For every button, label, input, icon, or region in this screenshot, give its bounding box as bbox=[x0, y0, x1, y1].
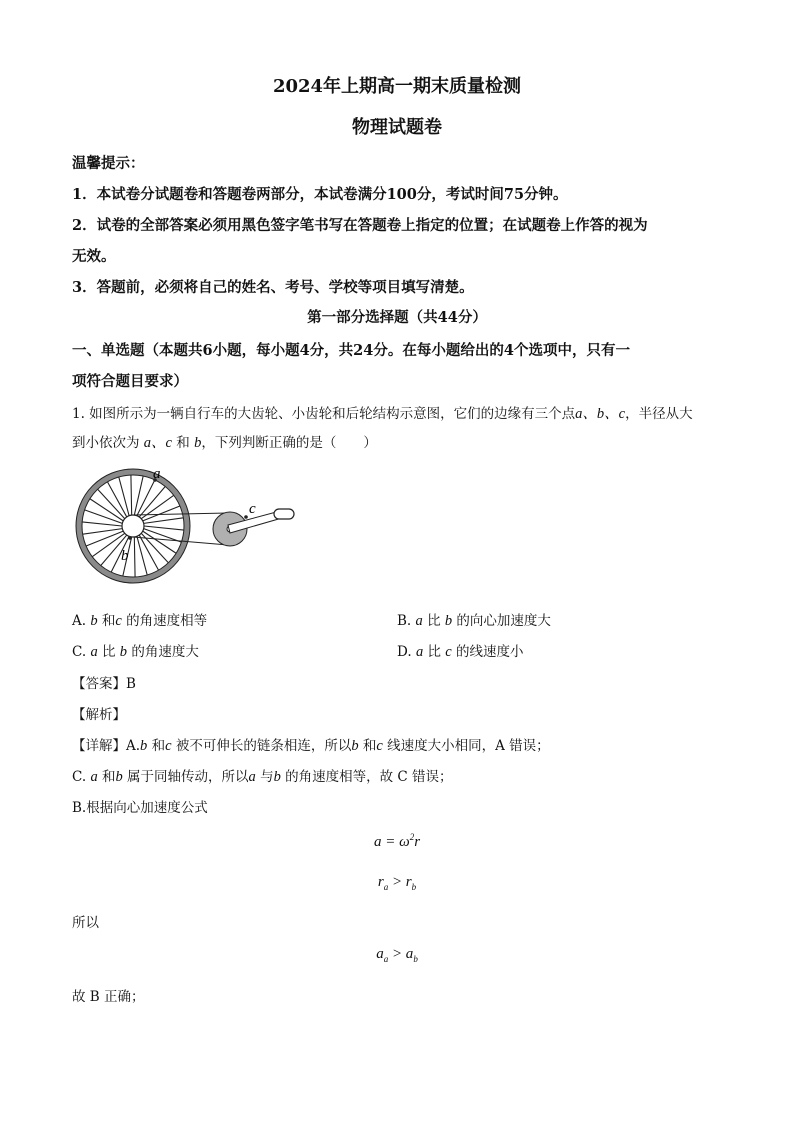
bicycle-gear-figure bbox=[70, 458, 300, 598]
option-c[interactable]: C. a 比 b 的角速度大 bbox=[72, 644, 199, 660]
conclusion-line: 故 B 正确； bbox=[72, 989, 145, 1005]
answer-value: B bbox=[126, 676, 136, 692]
section-heading-line1: 一、单选题（本题共6小题，每小题4分，共24分。在每小题给出的4个选项中，只有一 bbox=[72, 342, 630, 359]
formula-radius-comparison: $r_a > r_b$ bbox=[377, 874, 417, 892]
formula-acceleration-comparison: $a_a > a_b$ bbox=[376, 946, 418, 964]
question1-stem-line2: 到小依次为 a、c 和 b，下列判断正确的是（ ） bbox=[72, 435, 377, 451]
tip-item-2-line2: 无效。 bbox=[72, 248, 116, 265]
rear-wheel bbox=[76, 469, 190, 583]
tips-heading: 温馨提示： bbox=[72, 155, 145, 172]
figure-label-b: b bbox=[121, 548, 129, 564]
so-label: 所以 bbox=[72, 915, 99, 931]
question1-stem-line1: 1. 如图所示为一辆自行车的大齿轮、小齿轮和后轮结构示意图，它们的边缘有三个点a、b、c，半径从大 bbox=[72, 406, 693, 422]
detail-line-2: C. a 和b 属于同轴传动，所以a 与b 的角速度相等，故 C 错误； bbox=[72, 769, 453, 785]
section-heading-line2: 项符合题目要求） bbox=[72, 373, 188, 390]
wheel-spoke bbox=[131, 475, 132, 515]
wheel-spoke bbox=[134, 537, 135, 577]
tip-item-3: 3．答题前，必须将自己的姓名、考号、学校等项目填写清楚。 bbox=[72, 279, 474, 296]
detail-line-3: B.根据向心加速度公式 bbox=[72, 800, 208, 816]
option-b[interactable]: B. a 比 b 的向心加速度大 bbox=[397, 613, 551, 629]
exam-title: 2024年上期高一期末质量检测 bbox=[272, 76, 522, 97]
figure-label-c: c bbox=[249, 501, 256, 517]
tip-item-2-line1: 2．试卷的全部答案必须用黑色签字笔书写在答题卷上指定的位置；在试题卷上作答的视为 bbox=[72, 217, 648, 234]
part1-heading: 第一部分选择题（共44分） bbox=[307, 309, 487, 326]
analysis-label: 【解析】 bbox=[72, 707, 126, 723]
formula-centripetal-acceleration: $a = \omega^2r$ bbox=[373, 832, 421, 850]
answer-line: 【答案】B bbox=[72, 676, 136, 692]
detail-line-1: 【详解】A.b 和c 被不可伸长的链条相连，所以b 和c 线速度大小相同，A 错误； bbox=[72, 738, 550, 754]
tip-item-1: 1．本试卷分试题卷和答题卷两部分，本试卷满分100分，考试时间75分钟。 bbox=[72, 186, 568, 203]
exam-subtitle: 物理试题卷 bbox=[352, 117, 442, 138]
option-d[interactable]: D. a 比 c 的线速度小 bbox=[397, 644, 524, 660]
figure-label-a: a bbox=[153, 466, 161, 482]
option-a[interactable]: A. b 和c 的角速度相等 bbox=[72, 613, 208, 629]
